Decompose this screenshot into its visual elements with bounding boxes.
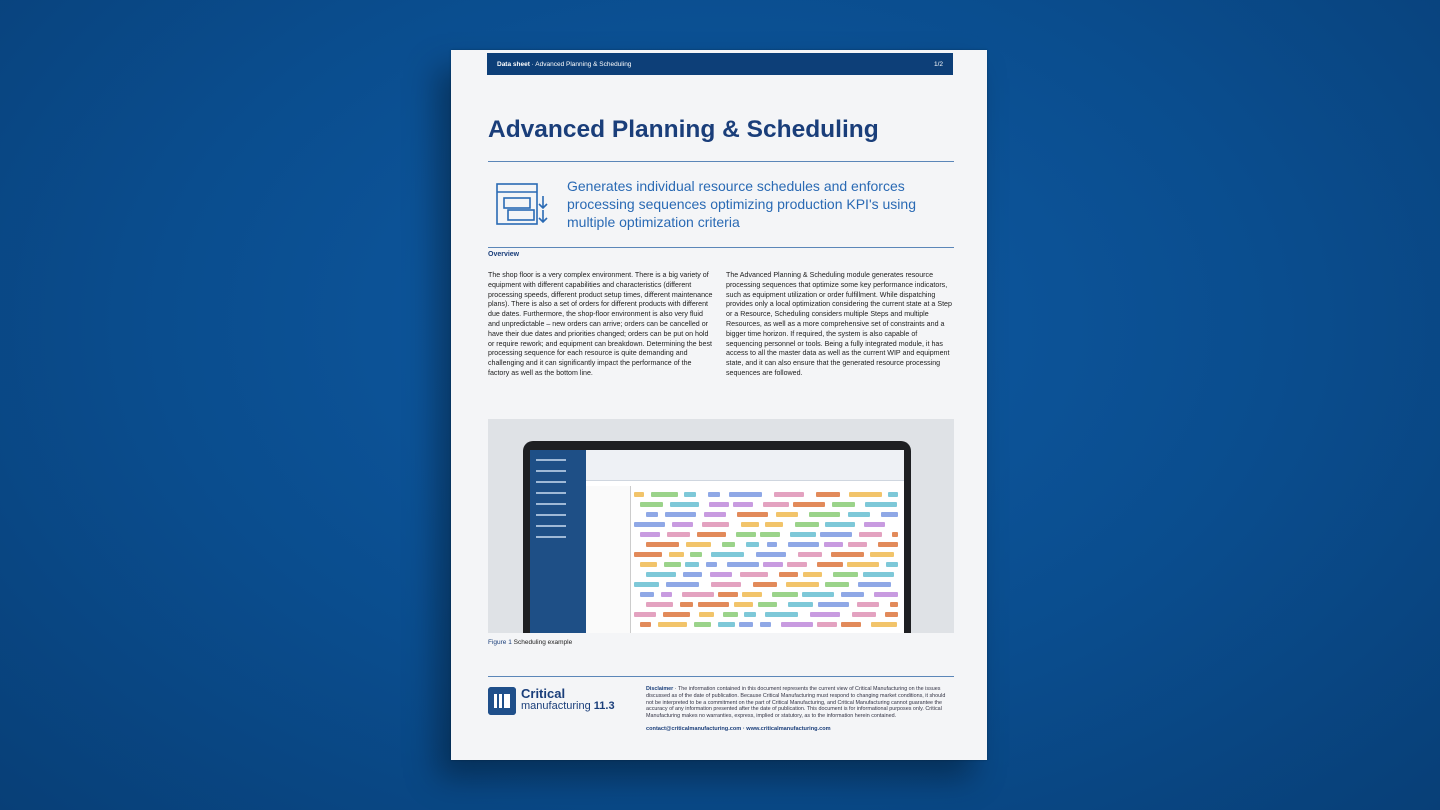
gantt-bar [870, 552, 894, 557]
gantt-bar [634, 552, 662, 557]
gantt-bar [878, 542, 898, 547]
gantt-bar [734, 602, 753, 607]
overview-column-2: The Advanced Planning & Scheduling module generates resource processing sequences that optimize some key performance indicators, such as equipment utilization or order fulfillment. While dispatching provides only a local optimization considering the current state at a Step or a Resource, Scheduling considers multiple Steps and multiple Resources, as well as a more comprehensive set of constraints and a bigger time horizon. If required, the system is also capable of sequencing personnel or tools. Being a fully integrated module, it has access to all the master data as well as the current WIP and equipment state, and it can also ensure that the generated resource processing sequences are followed. [726, 271, 952, 377]
datasheet-page [451, 50, 987, 760]
page-header-bar: Data sheet · Advanced Planning & Scheduling 1/2 [487, 53, 953, 75]
gantt-bar [667, 532, 690, 537]
gantt-bar [698, 602, 729, 607]
gantt-bar [744, 612, 756, 617]
gantt-bar [798, 552, 822, 557]
gantt-bar [710, 572, 732, 577]
gantt-bar [874, 592, 898, 597]
gantt-bar [818, 602, 849, 607]
gantt-bar [646, 602, 673, 607]
gantt-bar [723, 612, 738, 617]
gantt-bar [670, 502, 699, 507]
gantt-bar [704, 512, 726, 517]
gantt-bar [885, 612, 898, 617]
gantt-bar [640, 592, 654, 597]
gantt-bar [669, 552, 684, 557]
gantt-bar [803, 572, 822, 577]
gantt-bar [816, 492, 840, 497]
gantt-bar [833, 572, 858, 577]
gantt-bar [774, 492, 804, 497]
gantt-bar [772, 592, 798, 597]
gantt-bar [831, 552, 864, 557]
gantt-bar [795, 522, 819, 527]
disclaimer: Disclaimer · The information contained in this document represents the current view of Critical Manufacturing on the issues discussed as of the date of publication. Because Critical Manufacturing must respond to changing market conditions, it should not be interpreted to be a commitment on the part of Critical Manufacturing, and Critical Manufacturing cannot guarantee the accuracy of any information presented after the date of publication. This document is for informational purposes only. Critical Manufacturing makes no warranties, express, implied or statutory, as to the information herein contained. [646, 686, 946, 720]
gantt-bar [646, 572, 676, 577]
gantt-bar [682, 592, 714, 597]
gantt-bar [680, 602, 693, 607]
gantt-bar [753, 582, 777, 587]
gantt-bar [722, 542, 735, 547]
gantt-bar [651, 492, 678, 497]
gantt-bar [786, 582, 819, 587]
gantt-bar [767, 542, 777, 547]
gantt-bar [658, 622, 687, 627]
tagline: Generates individual resource schedules and enforces processing sequences optimizing production KPI's using multiple optimization criteria [567, 178, 916, 230]
gantt-bar [763, 562, 783, 567]
gantt-bar [841, 622, 861, 627]
gantt-bar [697, 532, 726, 537]
figure-caption: Figure 1 Scheduling example [488, 639, 573, 646]
laptop-mockup [523, 441, 911, 633]
gantt-bar [672, 522, 693, 527]
gantt-bar [686, 542, 711, 547]
gantt-bar [848, 512, 870, 517]
gantt-bar [699, 612, 714, 617]
header-subject: Advanced Planning & Scheduling [535, 60, 632, 68]
title-divider [488, 161, 954, 162]
gantt-bar [817, 622, 837, 627]
gantt-bar [706, 562, 717, 567]
gantt-bar [824, 542, 843, 547]
gantt-bar [825, 522, 855, 527]
gantt-bar [809, 512, 840, 517]
gantt-bar [729, 492, 762, 497]
gantt-bar [881, 512, 898, 517]
scheduling-screenshot [530, 450, 904, 633]
schedule-icon [495, 182, 551, 228]
gantt-bar [694, 622, 711, 627]
gantt-bar [683, 572, 702, 577]
gantt-bar [739, 622, 753, 627]
gantt-bar [788, 542, 819, 547]
gantt-bar [852, 612, 876, 617]
gantt-bar [890, 602, 898, 607]
tagline-divider [488, 247, 954, 248]
gantt-bar [802, 592, 834, 597]
gantt-bar [810, 612, 840, 617]
overview-heading: Overview [488, 251, 520, 258]
gantt-bar [832, 502, 855, 507]
gantt-bar [718, 622, 735, 627]
critical-manufacturing-logo-icon [488, 687, 516, 715]
gantt-bar [790, 532, 816, 537]
gantt-bar [763, 502, 789, 507]
app-sidebar [530, 450, 586, 633]
gantt-bar [727, 562, 759, 567]
gantt-bar [888, 492, 898, 497]
gantt-bar [871, 622, 897, 627]
gantt-bar [711, 552, 744, 557]
gantt-bar [765, 522, 783, 527]
gantt-bar [760, 622, 771, 627]
gantt-bar [634, 522, 665, 527]
gantt-bar [690, 552, 702, 557]
gantt-bar [864, 522, 885, 527]
gantt-bar [849, 492, 882, 497]
gantt-bar [663, 612, 690, 617]
gantt-bar [634, 612, 656, 617]
gantt-bar [737, 512, 768, 517]
gantt-bar [709, 502, 729, 507]
gantt-bar [760, 532, 780, 537]
footer-divider [488, 676, 954, 677]
gantt-bar [756, 552, 786, 557]
resource-list [586, 486, 631, 633]
gantt-bar [746, 542, 759, 547]
page-number: 1/2 [933, 60, 943, 68]
gantt-bar [776, 512, 798, 517]
gantt-bar [858, 582, 891, 587]
overview-column-1: The shop floor is a very complex environment. There is a big variety of equipment with different capabilities and characteristics (different processing speeds, different product setup times, different maintenance plans). There is also a set of orders for different products with different due dates. Furthermore, the shop-floor environment is also very fluid and unpredictable – new orders can arrive; orders can be cancelled or have their due dates and priorities changed; orders can be put on hold or require rework; and equipment can breakdown. Determining the best processing sequence for each resource is quite demanding and challenging and it can significantly impact the performance of the factory as well as the bottom line. [488, 271, 713, 377]
gantt-bar [865, 502, 897, 507]
gantt-bar [740, 572, 768, 577]
gantt-bar [718, 592, 738, 597]
gantt-bar [741, 522, 759, 527]
gantt-bar [859, 532, 882, 537]
gantt-bar [702, 522, 729, 527]
brand-name: Critical [521, 686, 566, 701]
page-title: Advanced Planning & Scheduling [488, 116, 879, 143]
gantt-bar [661, 592, 672, 597]
gantt-bar [841, 592, 864, 597]
gantt-bar [781, 622, 813, 627]
gantt-bar [886, 562, 898, 567]
gantt-bar [664, 562, 681, 567]
gantt-bar [711, 582, 741, 587]
gantt-bar [733, 502, 753, 507]
gantt-bar [793, 502, 825, 507]
gantt-bar [825, 582, 849, 587]
gantt-bar [742, 592, 762, 597]
gantt-bar [666, 582, 699, 587]
gantt-bar [646, 512, 658, 517]
gantt-bar [765, 612, 798, 617]
brand-subtitle: manufacturing 11.3 [521, 700, 615, 712]
gantt-bar [685, 562, 699, 567]
gantt-bar [634, 492, 644, 497]
gantt-bar [758, 602, 777, 607]
gantt-bar [634, 582, 659, 587]
scheduling-figure [488, 419, 954, 633]
gantt-bar [708, 492, 720, 497]
gantt-bar [788, 602, 813, 607]
app-toolbar [586, 450, 904, 481]
contact-links[interactable]: contact@criticalmanufacturing.com · www.criticalmanufacturing.com [646, 726, 831, 732]
gantt-bar [736, 532, 756, 537]
gantt-bar [820, 532, 852, 537]
gantt-bar [892, 532, 898, 537]
header-label: Data sheet [497, 60, 530, 68]
gantt-bar [684, 492, 696, 497]
gantt-bar [640, 562, 657, 567]
gantt-bar [863, 572, 894, 577]
gantt-bar [857, 602, 879, 607]
gantt-bar [640, 502, 663, 507]
gantt-chart [586, 486, 904, 633]
gantt-bar [646, 542, 679, 547]
gantt-bar [665, 512, 696, 517]
gantt-bar [640, 622, 651, 627]
gantt-bar [848, 542, 867, 547]
gantt-bar [817, 562, 843, 567]
gantt-bar [779, 572, 798, 577]
gantt-bar [640, 532, 660, 537]
gantt-bar [787, 562, 807, 567]
gantt-bar [847, 562, 879, 567]
